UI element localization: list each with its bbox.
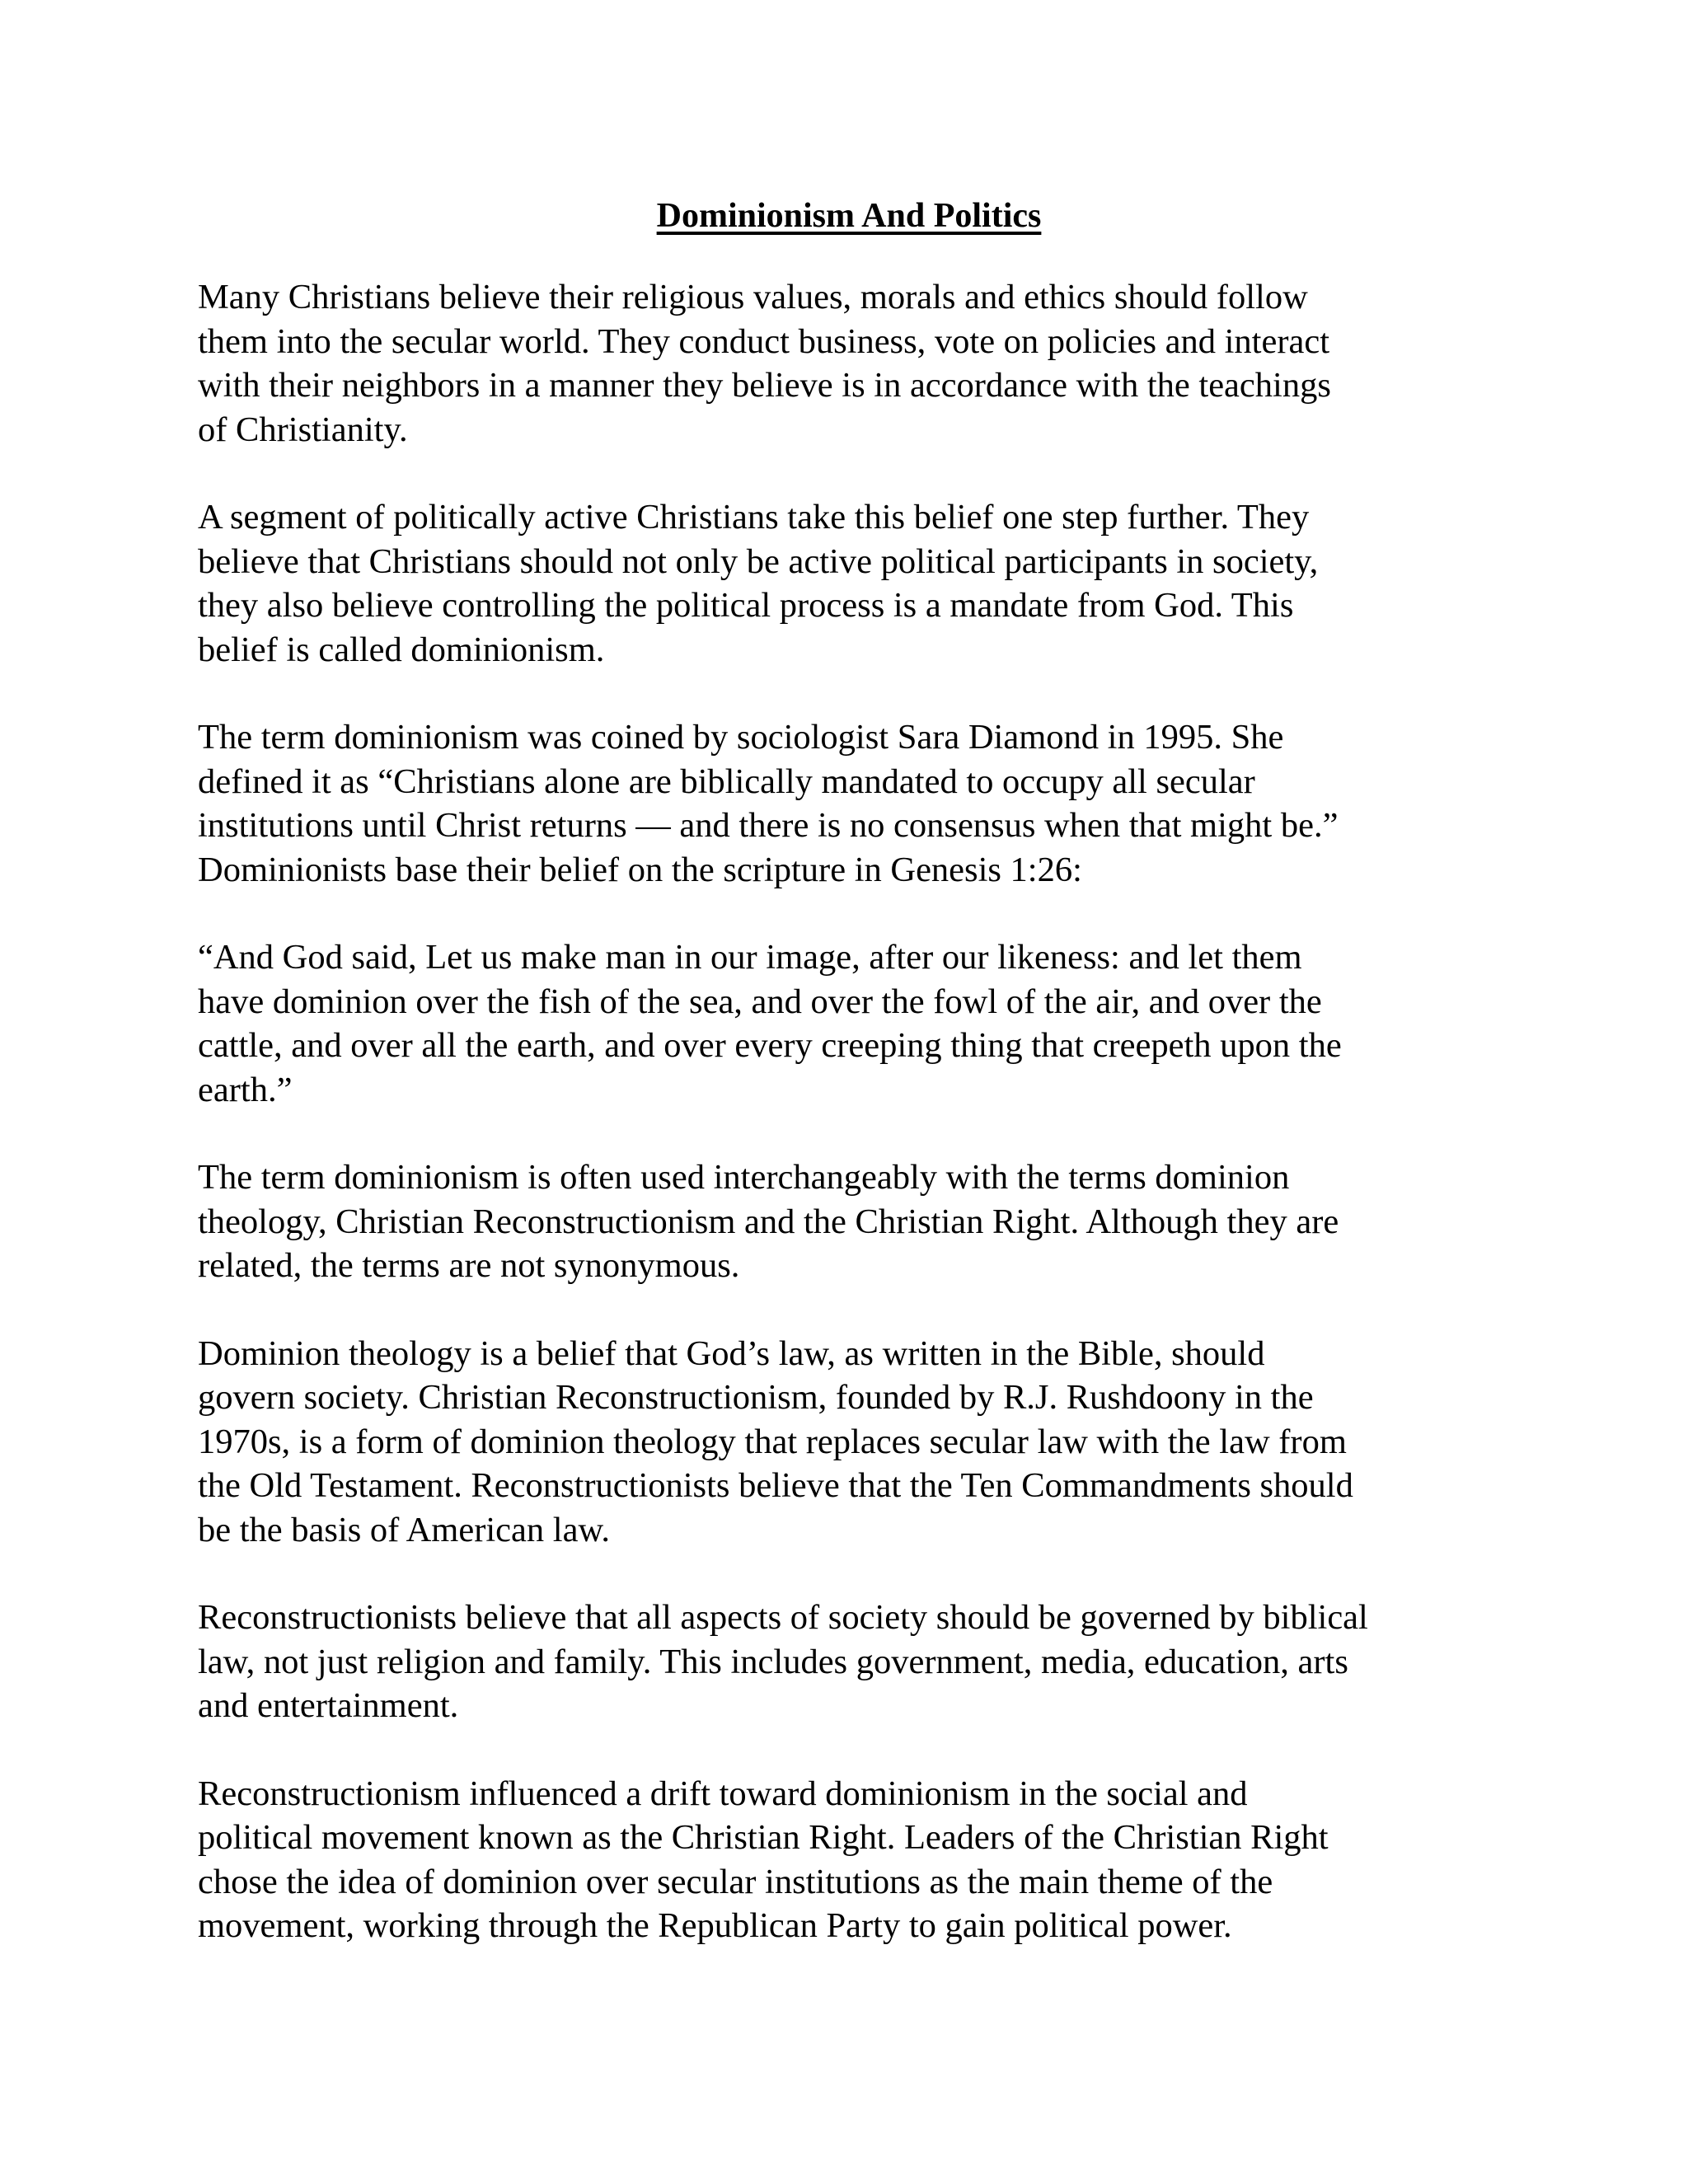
paragraph-line: believe that Christians should not only be active political participants in society, (198, 541, 1319, 581)
paragraph-2 (198, 495, 1500, 672)
paragraph-line: The term dominionism is often used interchangeably with the terms dominion (198, 1158, 1290, 1197)
paragraph-line: of Christianity. (198, 410, 408, 449)
paragraph-line: law, not just religion and family. This includes government, media, education, arts (198, 1642, 1348, 1681)
paragraph-line: 1970s, is a form of dominion theology that replaces secular law with the law from (198, 1422, 1347, 1461)
paragraph-line: have dominion over the fish of the sea, and over the fowl of the air, and over the (198, 982, 1322, 1021)
document-page (198, 194, 1500, 1992)
paragraph-line: and entertainment. (198, 1686, 459, 1725)
paragraph-line: Many Christians believe their religious values, morals and ethics should follow (198, 278, 1308, 316)
paragraph-line: cattle, and over all the earth, and over every creeping thing that creepeth upon the (198, 1026, 1342, 1065)
paragraph-8 (198, 1772, 1500, 1948)
paragraph-line: the Old Testament. Reconstructionists believe that the Ten Commandments should (198, 1466, 1353, 1505)
paragraph-6 (198, 1332, 1500, 1553)
document-title: Dominionism And Politics (656, 197, 1042, 235)
paragraph-line: movement, working through the Republican Party to gain political power. (198, 1906, 1232, 1945)
paragraph-line: Reconstructionists believe that all aspects of society should be governed by biblical (198, 1598, 1368, 1637)
paragraph-line: with their neighbors in a manner they believe is in accordance with the teachings (198, 366, 1331, 405)
scripture-quote (198, 935, 1500, 1112)
paragraph-line: defined it as “Christians alone are biblically mandated to occupy all secular (198, 762, 1255, 801)
paragraph-line: related, the terms are not synonymous. (198, 1246, 740, 1285)
paragraph-5 (198, 1155, 1500, 1288)
paragraph-line: they also believe controlling the political process is a mandate from God. This (198, 586, 1294, 625)
paragraph-7 (198, 1596, 1500, 1728)
paragraph-line: chose the idea of dominion over secular institutions as the main theme of the (198, 1862, 1273, 1901)
paragraph-line: A segment of politically active Christians take this belief one step further. They (198, 498, 1310, 537)
paragraph-line: “And God said, Let us make man in our image, after our likeness: and let them (198, 938, 1302, 977)
paragraph-line: earth.” (198, 1070, 293, 1109)
paragraph-line: belief is called dominionism. (198, 630, 605, 669)
paragraph-1 (198, 275, 1500, 452)
paragraph-line: be the basis of American law. (198, 1510, 610, 1549)
paragraph-line: institutions until Christ returns — and there is no consensus when that might be.” (198, 806, 1339, 845)
paragraph-line: govern society. Christian Reconstructionism, founded by R.J. Rushdoony in the (198, 1378, 1314, 1417)
paragraph-line: them into the secular world. They conduct business, vote on policies and interact (198, 321, 1330, 361)
paragraph-3 (198, 715, 1500, 892)
paragraph-line: Reconstructionism influenced a drift toward dominionism in the social and (198, 1774, 1248, 1813)
paragraph-line: political movement known as the Christian Right. Leaders of the Christian Right (198, 1818, 1329, 1857)
paragraph-line: Dominion theology is a belief that God’s law, as written in the Bible, should (198, 1333, 1265, 1373)
paragraph-line: Dominionists base their belief on the scripture in Genesis 1:26: (198, 850, 1082, 889)
paragraph-line: The term dominionism was coined by sociologist Sara Diamond in 1995. She (198, 718, 1284, 757)
paragraph-line: theology, Christian Reconstructionism and the Christian Right. Although they are (198, 1202, 1339, 1241)
